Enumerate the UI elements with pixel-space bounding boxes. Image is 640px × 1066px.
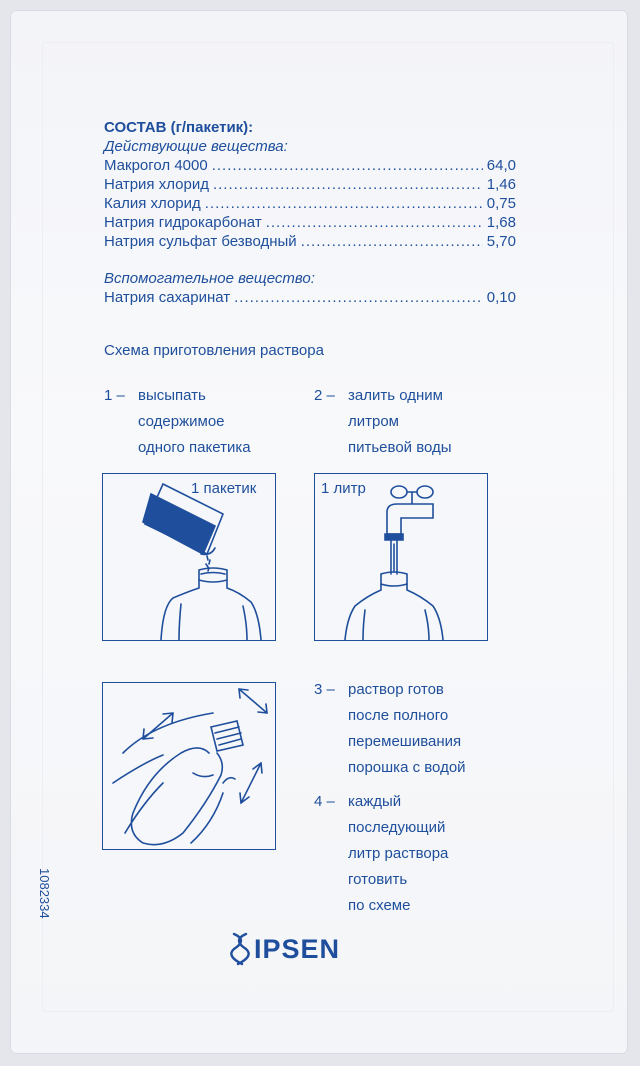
active-ingredients-heading: Действующие вещества: — [104, 138, 288, 155]
composition-title: СОСТАВ (г/пакетик): — [104, 119, 254, 136]
ingredient-row — [104, 214, 516, 232]
ingredient-value: 1,46 — [486, 176, 516, 193]
step-line: одного пакетика — [138, 439, 251, 456]
leader-dots — [234, 289, 483, 307]
ingredient-row — [104, 157, 516, 175]
water-tap-icon — [315, 474, 487, 640]
illustration-pour-sachet — [102, 473, 276, 641]
step-line: залить одним — [348, 387, 443, 404]
leader-dots — [266, 214, 483, 232]
ingredient-value: 5,70 — [486, 233, 516, 250]
ingredient-row — [104, 233, 516, 251]
step-text — [138, 383, 338, 461]
leader-dots — [301, 233, 483, 251]
step-line: литром — [348, 413, 399, 430]
step-line: последующий — [348, 819, 446, 836]
ingredient-name: Калия хлорид — [104, 195, 201, 212]
step-line: раствор готов — [348, 681, 444, 698]
ingredient-value: 64,0 — [486, 157, 516, 174]
step-line: перемешивания — [348, 733, 462, 750]
ingredient-row — [104, 289, 516, 307]
step-line: содержимое — [138, 413, 225, 430]
leader-dots — [213, 176, 483, 194]
step-line: по схеме — [348, 897, 411, 914]
step-text — [348, 789, 548, 919]
ingredient-name: Макрогол 4000 — [104, 157, 208, 174]
ingredient-name: Натрия сульфат безводный — [104, 233, 297, 250]
ingredient-value: 0,10 — [486, 289, 516, 306]
step-line: каждый — [348, 793, 402, 810]
box-label: 1 литр — [321, 480, 366, 497]
ingredient-row — [104, 176, 516, 194]
step-text — [348, 677, 548, 781]
product-code: 1082334 — [37, 868, 52, 919]
brand-name: IPSEN — [254, 933, 341, 964]
step-number: 2 – — [314, 387, 335, 404]
step-line: готовить — [348, 871, 408, 888]
step-line: порошка с водой — [348, 759, 466, 776]
excipient-heading: Вспомогательное вещество: — [104, 270, 315, 287]
ipsen-helix-logo-icon — [228, 932, 254, 966]
step-number: 3 – — [314, 681, 335, 698]
ingredient-row — [104, 195, 516, 213]
ingredient-name: Натрия гидрокарбонат — [104, 214, 262, 231]
box-label: 1 пакетик — [191, 480, 257, 497]
step-line: литр раствора — [348, 845, 449, 862]
illustration-shake-bottle — [102, 682, 276, 850]
ingredient-name: Натрия сахаринат — [104, 289, 231, 306]
scheme-title: Схема приготовления раствора — [104, 342, 324, 359]
step-text — [348, 383, 548, 461]
leader-dots — [212, 157, 483, 175]
step-number: 4 – — [314, 793, 335, 810]
sachet-pouring-icon — [103, 474, 275, 640]
step-line: после полного — [348, 707, 449, 724]
illustration-water-tap — [314, 473, 488, 641]
ingredient-value: 1,68 — [486, 214, 516, 231]
step-number: 1 – — [104, 387, 125, 404]
ipsen-logo — [228, 932, 340, 966]
ingredient-name: Натрия хлорид — [104, 176, 209, 193]
shaking-bottle-icon — [103, 683, 275, 849]
ingredient-value: 0,75 — [486, 195, 516, 212]
leader-dots — [205, 195, 483, 213]
step-line: питьевой воды — [348, 439, 452, 456]
step-line: высыпать — [138, 387, 206, 404]
